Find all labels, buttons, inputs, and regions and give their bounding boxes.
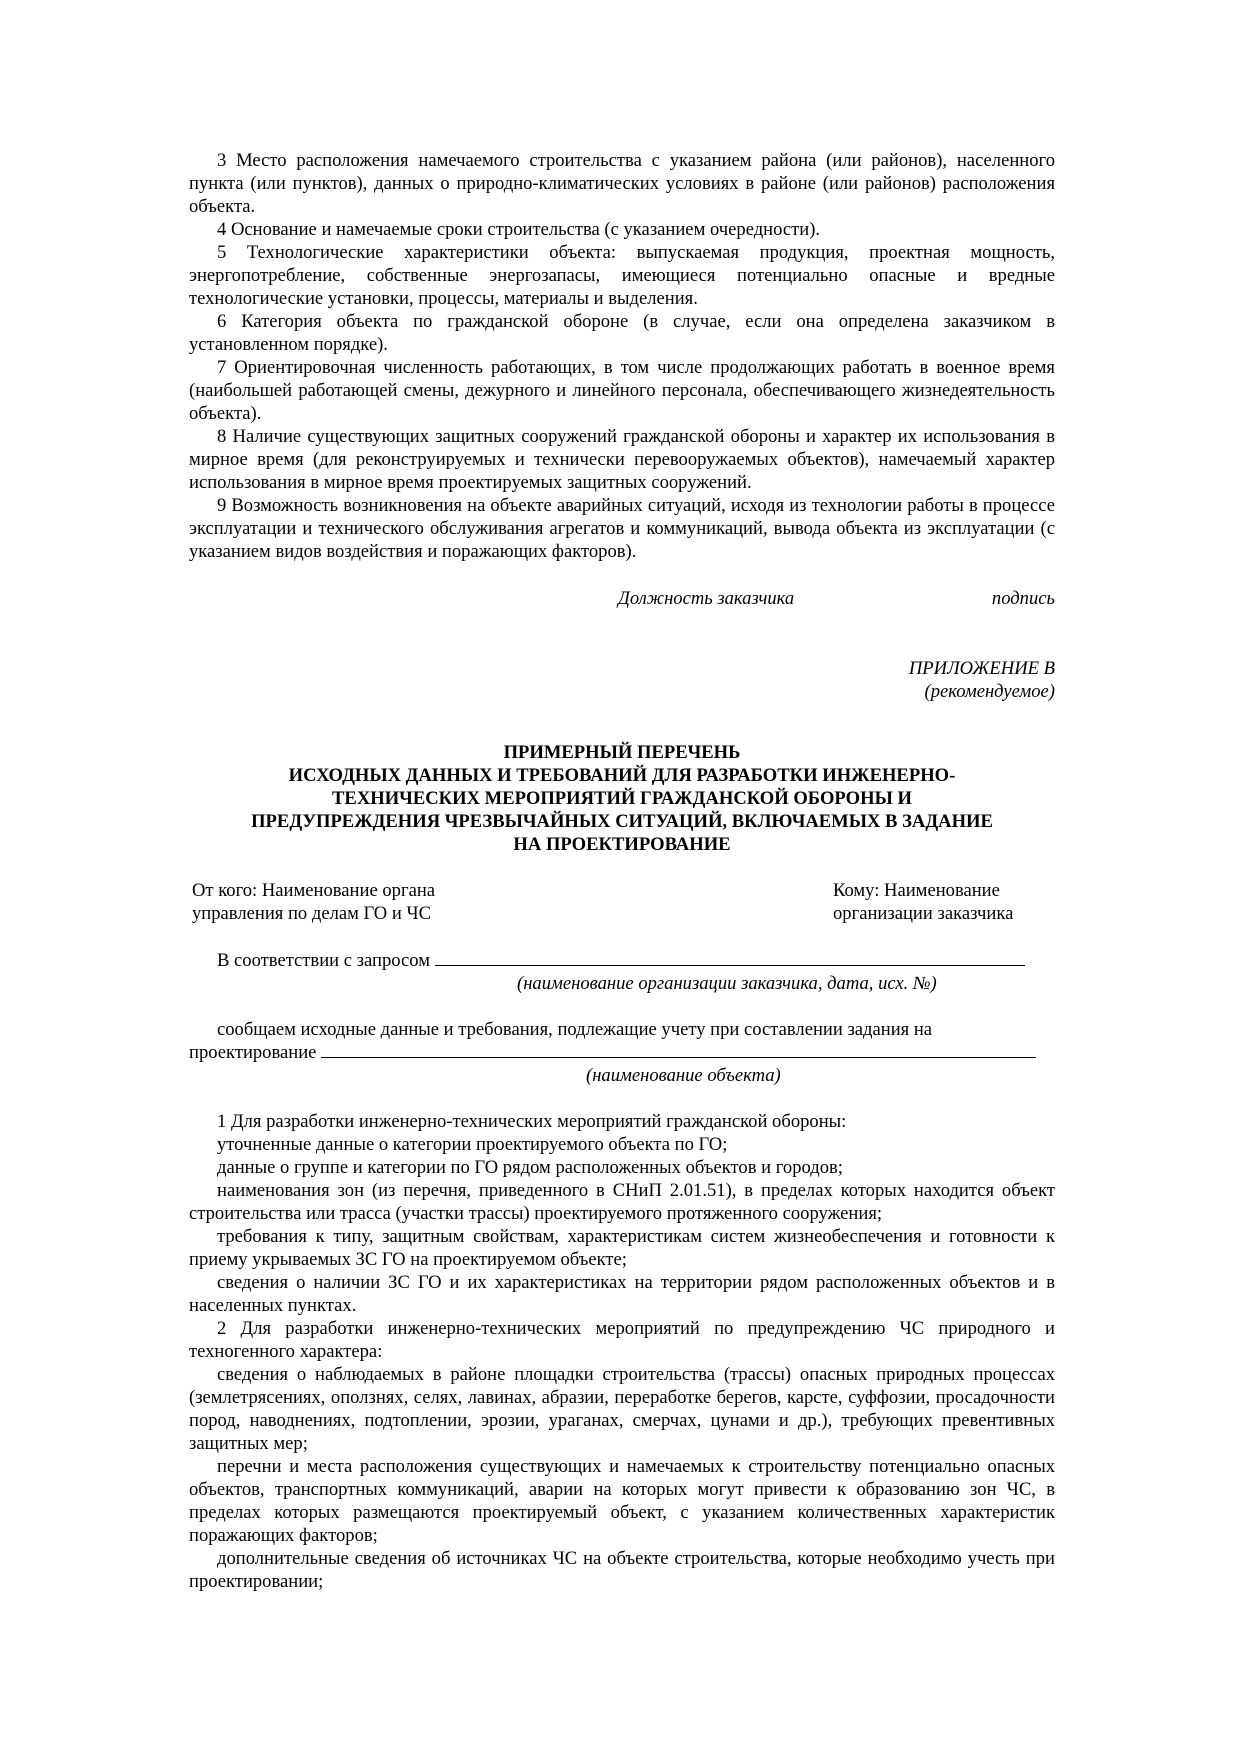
sender-block	[192, 879, 435, 925]
report-line	[189, 1041, 1055, 1064]
paragraph-3: 3 Место расположения намечаемого строительства с указанием района (или районов), населенного пункта (или пунктов), данных о природно-климатических условиях в районе (или районов) расположения объекта.	[189, 150, 1055, 217]
paragraph-9: 9 Возможность возникновения на объекте аварийных ситуаций, исходя из технологии работы в процессе эксплуатации и технического обслуживания агрегатов и коммуникаций, вывода объекта из эксплуатации (с указанием видов воздействия и поражающих факторов).	[189, 495, 1055, 562]
paragraph-7: 7 Ориентировочная численность работающих, в том числе продолжающих работать в военное время (наибольшей работающей смены, дежурного и линейного персонала, обеспечивающего жизнедеятельность объекта).	[189, 357, 1055, 424]
list-item: требования к типу, защитным свойствам, характеристикам систем жизнеобеспечения и готовности к приему укрываемых ЗС ГО на проектируемом объекте;	[189, 1226, 1055, 1270]
paragraph-6: 6 Категория объекта по гражданской обороне (в случае, если она определена заказчиком в установленном порядке).	[189, 311, 1055, 355]
report-blank-field	[321, 1042, 1036, 1058]
list-item: дополнительные сведения об источниках ЧС на объекте строительства, которые необходимо учесть при проектировании;	[189, 1548, 1055, 1592]
list-item: данные о группе и категории по ГО рядом расположенных объектов и городов;	[217, 1157, 843, 1178]
document-page	[189, 149, 1055, 1593]
list-title-line: ПРИМЕРНЫЙ ПЕРЕЧЕНЬ	[503, 742, 741, 763]
request-blank-field	[435, 950, 1025, 966]
section-2-heading: 2 Для разработки инженерно-технических мероприятий по предупреждению ЧС природного и техногенного характера:	[189, 1318, 1055, 1362]
recipient-block	[833, 879, 1013, 925]
list-title-line: ТЕХНИЧЕСКИХ МЕРОПРИЯТИЙ ГРАЖДАНСКОЙ ОБОРОНЫ И	[332, 788, 912, 809]
recipient-line: организации заказчика	[833, 903, 1014, 924]
list-item: перечни и места расположения существующих и намечаемых к строительству потенциально опасных объектов, транспортных коммуникаций, аварии на которых могут привести к образованию зон ЧС, в пределах которых размещаются проектируемый объект, с указанием количественных характеристик поражающих факторов;	[189, 1456, 1055, 1546]
annex-title: ПРИЛОЖЕНИЕ В	[908, 658, 1055, 679]
report-block	[189, 1018, 1055, 1087]
list-title-line: НА ПРОЕКТИРОВАНИЕ	[513, 834, 731, 855]
annex-note: (рекомендуемое)	[924, 681, 1055, 702]
list-title-line: ИСХОДНЫХ ДАННЫХ И ТРЕБОВАНИЙ ДЛЯ РАЗРАБОТКИ ИНЖЕНЕРНО-	[288, 765, 956, 786]
requirements-list	[189, 1110, 1055, 1593]
sender-line: От кого: Наименование органа	[192, 880, 436, 901]
report-text: сообщаем исходные данные и требования, подлежащие учету при составлении задания на	[217, 1019, 933, 1040]
paragraph-5: 5 Технологические характеристики объекта: выпускаемая продукция, проектная мощность, энергопотребление, собственные энергозапасы, имеющиеся потенциально опасные и вредные технологические установки, процессы, материалы и выделения.	[189, 242, 1055, 309]
sender-line: управления по делам ГО и ЧС	[192, 903, 431, 924]
request-block	[189, 949, 1055, 995]
section-1-heading: 1 Для разработки инженерно-технических мероприятий гражданской обороны:	[217, 1111, 847, 1132]
request-line	[189, 949, 1055, 972]
request-label: В соответствии с запросом	[217, 950, 430, 971]
request-caption: (наименование организации заказчика, дата, исх. №)	[517, 973, 937, 994]
report-label: проектирование	[189, 1042, 317, 1063]
list-item: уточненные данные о категории проектируемого объекта по ГО;	[217, 1134, 728, 1155]
list-title	[189, 741, 1055, 856]
annex-header	[189, 657, 1055, 703]
paragraph-4: 4 Основание и намечаемые сроки строительства (с указанием очередности).	[217, 219, 821, 240]
recipient-line: Кому: Наименование	[833, 880, 1000, 901]
signature-position: Должность заказчика	[618, 588, 795, 609]
signature-block	[189, 587, 1055, 610]
list-item: сведения о наблюдаемых в районе площадки строительства (трассы) опасных природных процессах (землетрясениях, оползнях, селях, лавинах, абразии, переработке берегов, карсте, суффозии, просадочности пород, наводнениях, подтоплении, эрозии, ураганах, смерчах, цунами и др.), требующих превентивных защитных мер;	[189, 1364, 1055, 1454]
report-caption: (наименование объекта)	[586, 1065, 781, 1086]
list-item: сведения о наличии ЗС ГО и их характеристиках на территории рядом расположенных объектов и в населенных пунктах.	[189, 1272, 1055, 1316]
list-item: наименования зон (из перечня, приведенного в СНиП 2.01.51), в пределах которых находится объект строительства или трасса (участки трассы) проектируемого протяженного сооружения;	[189, 1180, 1055, 1224]
paragraph-8: 8 Наличие существующих защитных сооружений гражданской обороны и характер их использования в мирное время (для реконструируемых и технически перевооружаемых объектов), намечаемый характер использования в мирное время проектируемых защитных сооружений.	[189, 426, 1055, 493]
sender-recipient-block	[189, 879, 1055, 925]
list-title-line: ПРЕДУПРЕЖДЕНИЯ ЧРЕЗВЫЧАЙНЫХ СИТУАЦИЙ, ВКЛЮЧАЕМЫХ В ЗАДАНИЕ	[251, 811, 993, 832]
signature-sign: подпись	[991, 588, 1055, 609]
